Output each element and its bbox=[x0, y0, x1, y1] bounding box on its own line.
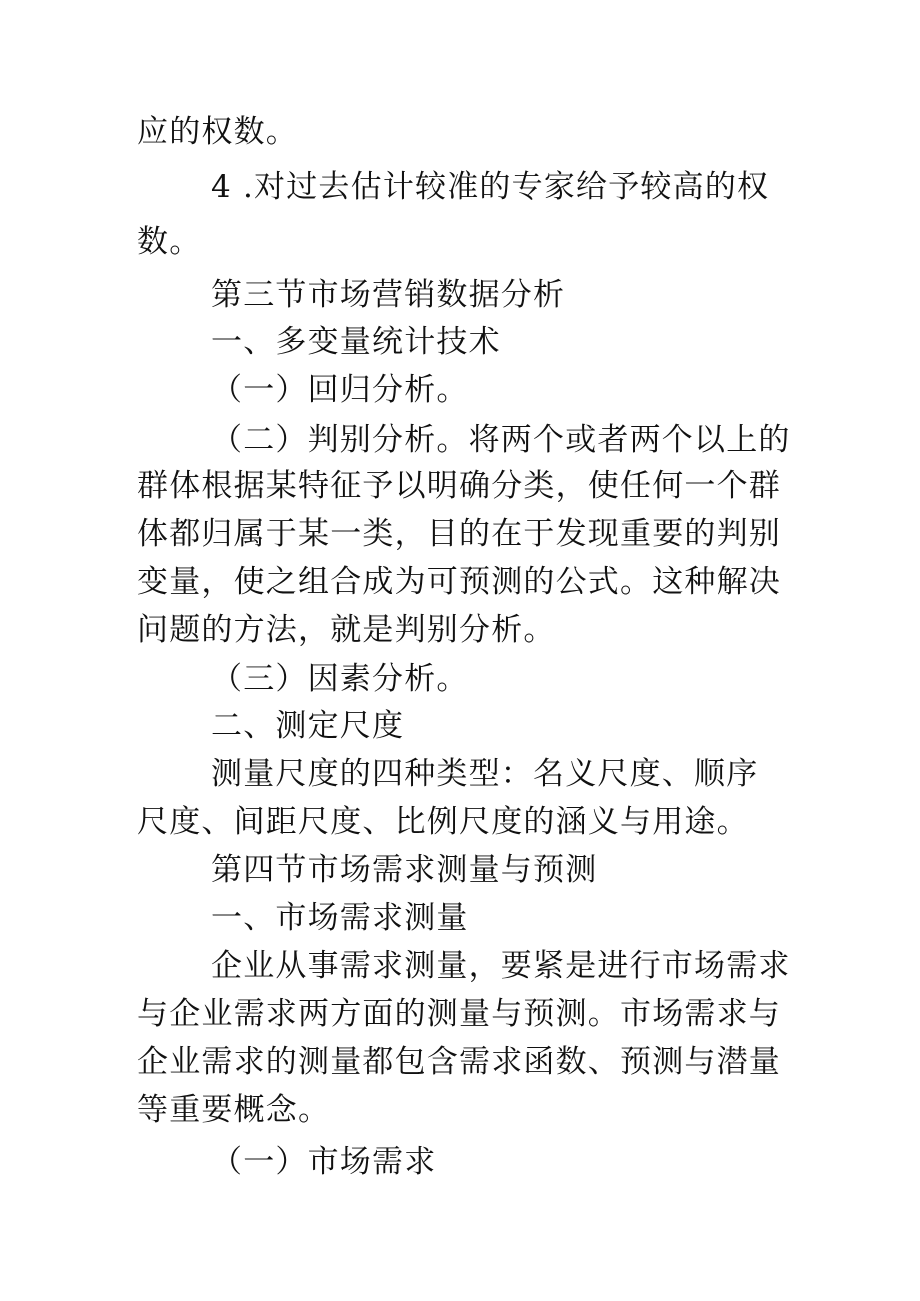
sub-item-heading: （一）回归分析。 bbox=[211, 372, 469, 408]
sub-item-heading: （二）判别分析。将两个或者两个以上的 bbox=[211, 422, 791, 458]
paragraph-line: 测量尺度的四种类型：名义尺度、顺序 bbox=[211, 756, 759, 792]
paragraph-line: 体都归属于某一类，目的在于发现重要的判别 bbox=[137, 516, 781, 552]
paragraph-line: 企业从事需求测量，要紧是进行市场需求 bbox=[211, 948, 791, 984]
subsection-heading: 二、测定尺度 bbox=[211, 708, 405, 744]
section-heading: 第三节市场营销数据分析 bbox=[211, 277, 566, 313]
sub-item-heading: （三）因素分析。 bbox=[211, 661, 469, 697]
paragraph-line: 企业需求的测量都包含需求函数、预测与潜量 bbox=[137, 1044, 781, 1080]
subsection-heading: 一、市场需求测量 bbox=[211, 900, 469, 936]
paragraph-line: 问题的方法，就是判别分析。 bbox=[137, 612, 556, 648]
paragraph-line: 数。 bbox=[137, 224, 202, 260]
section-heading: 第四节市场需求测量与预测 bbox=[211, 852, 598, 888]
paragraph-line: 变量，使之组合成为可预测的公式。这种解决 bbox=[137, 564, 781, 600]
paragraph-line: 群体根据某特征予以明确分类，使任何一个群 bbox=[137, 468, 781, 504]
paragraph-line: 应的权数。 bbox=[137, 114, 298, 150]
paragraph-line: 等重要概念。 bbox=[137, 1092, 331, 1128]
subsection-heading: 一、多变量统计技术 bbox=[211, 324, 501, 360]
paragraph-line: 尺度、间距尺度、比例尺度的涵义与用途。 bbox=[137, 804, 749, 840]
sub-item-heading: （一）市场需求 bbox=[211, 1144, 437, 1180]
paragraph-line: 与企业需求两方面的测量与预测。市场需求与 bbox=[137, 996, 781, 1032]
list-item-4: 4 .对过去估计较准的专家给予较高的权 bbox=[211, 169, 770, 205]
